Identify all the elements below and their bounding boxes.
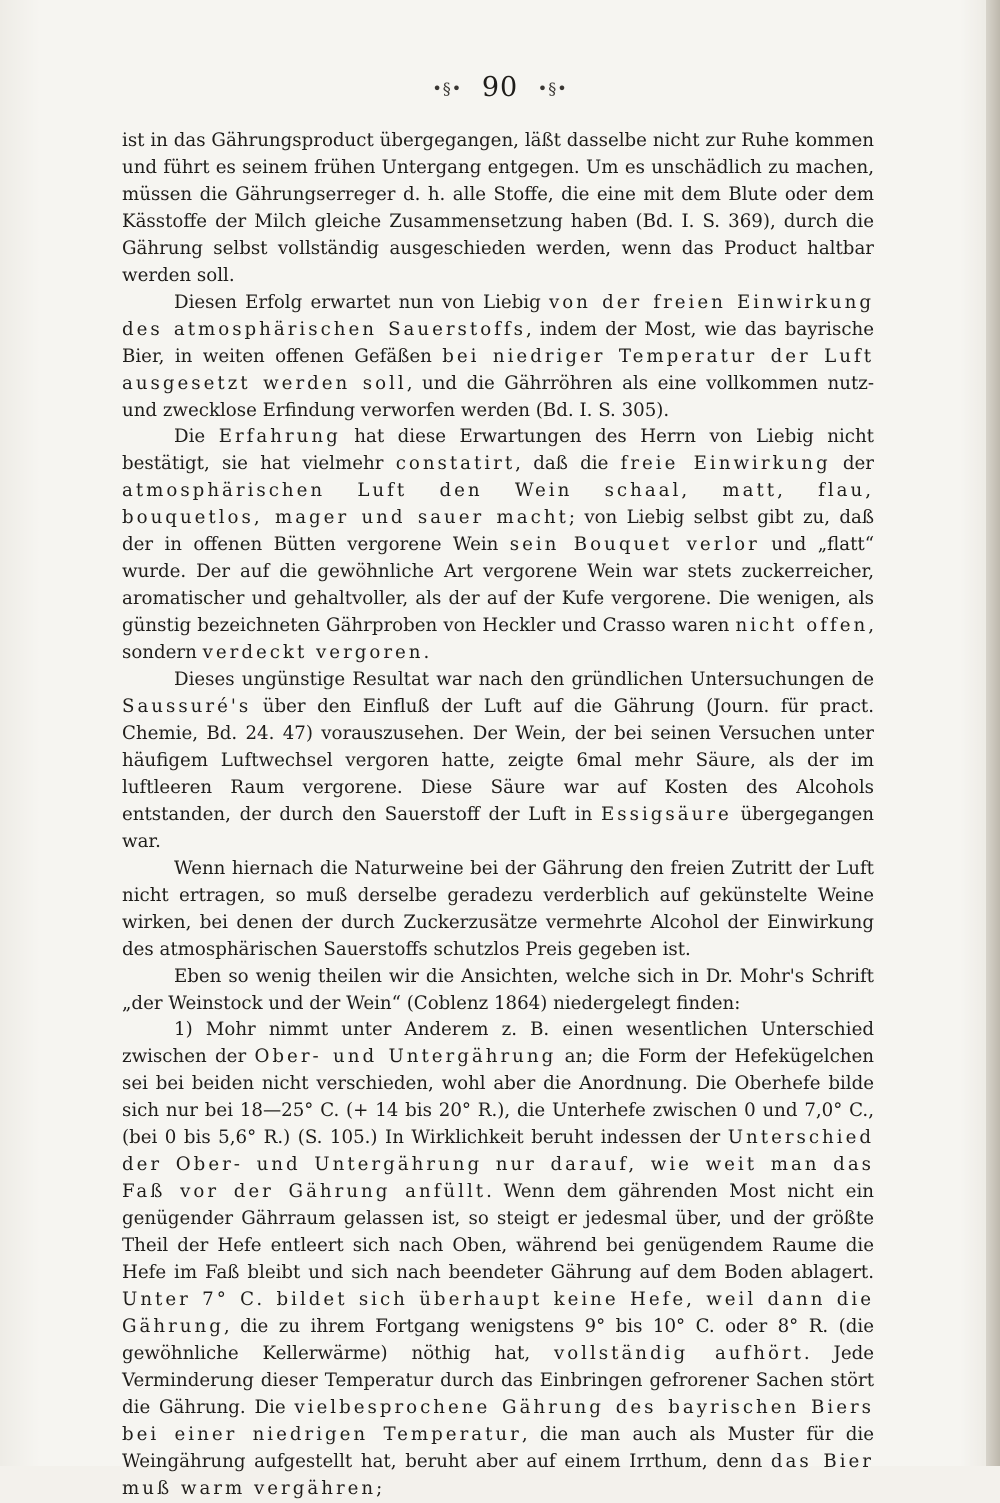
paragraph-text: , die man auch als Muster für die Weingährung aufgestellt hat, beruht aber auf einem Irrthum, denn — [122, 1423, 874, 1472]
paragraph — [122, 667, 874, 856]
ornament-left: •§• — [432, 79, 463, 98]
paragraph-text: über den Einfluß der Luft auf die Gährung (Journ. für pract. Chemie, Bd. 24. 47) vorauszusehen. Der Wein, der bei seinen Versuchen unter häufigem Luftwechsel vergoren hatte, zeigte 6mal mehr Säure, als der im luftleeren Raum vergorene. Diese Säure war auf Kosten des Alcohols entstanden, der durch den Sauerstoff der Luft in — [122, 696, 874, 825]
paragraph-text: , sondern — [122, 615, 874, 664]
paragraph-text: Eben so wenig theilen wir die Ansichten, welche sich in Dr. Mohr's Schrift „der Weinstock und der Wein“ (Coblenz 1864) niedergelegt finden: — [122, 965, 874, 1014]
emphasized-text: Essigsäure — [601, 803, 732, 825]
paragraph-text: Diesen Erfolg erwartet nun von Liebig — [174, 291, 549, 313]
emphasized-text: verdeckt vergoren — [202, 642, 424, 664]
emphasized-text: freie Einwirkung — [620, 453, 831, 475]
page-number: 90 — [481, 72, 519, 103]
paragraph-text: ; von Liebig selbst gibt zu, daß der in offenen Bütten vergorene Wein — [122, 507, 874, 556]
paragraph — [122, 1017, 874, 1502]
paragraph-text: , die zu ihrem Fortgang wenigstens 9° bis 10° C. oder 8° R. (die gewöhnliche Kellerwärme) nöthig hat, — [122, 1315, 874, 1364]
paragraph-text: übergegangen war. — [122, 803, 874, 852]
paragraph — [122, 424, 874, 667]
paragraph-text: an; die Form der Hefekügelchen sei bei beiden nicht verschieden, wohl aber die Anordnung. Die Oberhefe bilde sich nur bei 18—25° C. (+ 14 bis 20° R.), die Unterhefe zwischen 0 und 7,0° C., (bei 0 bis 5,6° R.) (S. 105.) In Wirklichkeit beruht indessen der — [122, 1046, 874, 1149]
emphasized-text: sein Bouquet verlor — [509, 534, 760, 556]
paragraph-text: und „flatt“ wurde. Der auf die gewöhnliche Art vergorene Wein war stets zuckerreicher, aromatischer und gehaltvoller, als der auf der Kufe vergorene. Die wenigen, als günstig bezeichneten Gährproben von Heckler und Crasso waren — [122, 534, 875, 637]
paragraph-text: , indem der Most, wie das bayrische Bier, in weiten offenen Gefäßen — [122, 318, 874, 367]
paragraph-text: . Wenn dem gährenden Most nicht ein genügender Gährraum gelassen ist, so steigt er jedesmal über, und der größte Theil der Hefe entleert sich nach Oben, während bei genügendem Raume die Hefe im Faß bleibt und sich nach beendeter Gährung auf dem Boden ablagert. — [122, 1181, 874, 1284]
page-body — [122, 128, 874, 1503]
paragraph-text: Dieses ungünstige Resultat war nach den gründlichen Untersuchungen de — [174, 669, 874, 691]
paragraph-text: . — [423, 642, 430, 664]
paragraph-text: , und die Gährröhren als eine vollkommen nutz- und zwecklose Erfindung verworfen werden (Bd. I. S. 305). — [122, 372, 874, 421]
paragraph-text: Wenn hiernach die Naturweine bei der Gährung den freien Zutritt der Luft nicht ertragen, so muß derselbe geradezu verderblich auf gekünstelte Weine wirken, bei denen der durch Zuckerzusätze vermehrte Alcohol der Einwirkung des atmosphärischen Sauerstoffs schutzlos Preis gegeben ist. — [122, 857, 874, 960]
page-header — [0, 72, 1000, 103]
emphasized-text: Erfahrung — [218, 426, 341, 448]
paragraph-text: hat diese Erwartungen des Herrn von Liebig nicht bestätigt, sie hat vielmehr — [122, 426, 874, 475]
ornament-right: •§• — [537, 79, 568, 98]
paragraph-text: . Jede Verminderung dieser Temperatur durch das Einbringen gefrorener Sachen stört die Gährung. Die — [122, 1342, 874, 1418]
emphasized-text: vielbesprochene Gährung des bayrischen Biers bei einer niedrigen Temperatur — [122, 1396, 874, 1445]
emphasized-text: Saussuré's — [122, 696, 252, 718]
paragraph — [122, 128, 874, 290]
emphasized-text: constatirt — [395, 453, 516, 475]
emphasized-text: von der freien Einwirkung des atmosphärischen Sauerstoffs — [122, 291, 874, 340]
page-spine-shadow — [986, 0, 1000, 1466]
emphasized-text: Unterschied der Ober- und Untergährung nur darauf, wie weit man das Faß vor der Gährung anfüllt — [122, 1127, 874, 1203]
paragraph — [122, 964, 874, 1018]
paragraph-text: ; — [376, 1477, 383, 1499]
paragraph — [122, 290, 874, 425]
emphasized-text: nicht offen — [735, 615, 869, 637]
emphasized-text: Unter 7° C. bildet sich überhaupt keine Hefe, weil dann die Gährung — [122, 1288, 874, 1337]
emphasized-text: Ober- und Untergährung — [254, 1046, 557, 1068]
paragraph-text: Die — [174, 426, 219, 448]
paragraph-text: ist in das Gährungsproduct übergegangen, läßt dasselbe nicht zur Ruhe kommen und führt es seinem frühen Untergang entgegen. Um es unschädlich zu machen, müssen die Gährungserreger d. h. alle Stoffe, die eine mit dem Blute oder dem Kässtoffe der Milch gleiche Zusammensetzung haben (Bd. I. S. 369), durch die Gährung selbst vollständig ausgeschieden werden, wenn das Product haltbar werden soll. — [122, 130, 874, 286]
paragraph — [122, 856, 874, 964]
emphasized-text: bei niedriger Temperatur der Luft ausgesetzt werden soll — [122, 345, 874, 394]
paragraph-text: 1) Mohr nimmt unter Anderem z. B. einen wesentlichen Unterschied zwischen der — [122, 1019, 874, 1068]
emphasized-text: atmosphärischen Luft den Wein schaal, matt, flau, bouquetlos, mager und sauer macht — [122, 480, 874, 529]
emphasized-text: vollständig aufhört — [553, 1342, 804, 1364]
paragraph-text: , daß die — [515, 453, 621, 475]
emphasized-text: das Bier muß warm vergähren — [122, 1450, 874, 1499]
paragraph-text: der — [830, 453, 874, 475]
